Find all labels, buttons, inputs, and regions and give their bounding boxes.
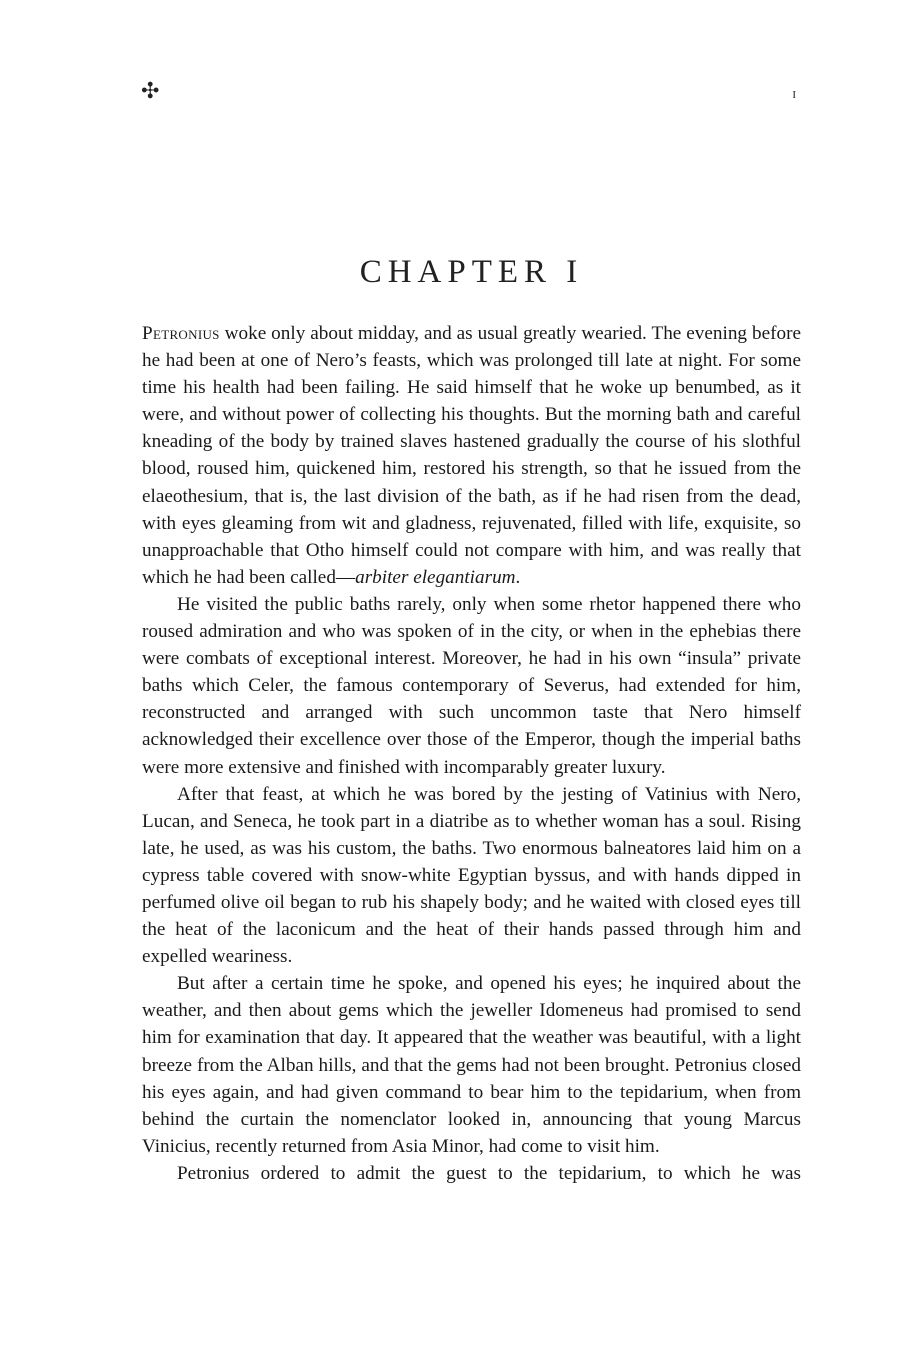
chapter-title: CHAPTER I xyxy=(359,254,584,290)
italic-phrase: arbiter elegantiarum xyxy=(355,566,516,588)
paragraph-1: Petronius woke only about midday, and as usual greatly wearied. The evening before he had been at one of Nero’s feasts, which was prolonged till late at night. For some time his health had been failing. He said himself that he woke up benumbed, as it were, and without power of collecting his thoughts. But the morning bath and careful kneading of the body by trained slaves hastened gradually the course of his slothful blood, roused him, quickened him, restored his strength, so that he issued from the elaeothesium, that is, the last division of the bath, as if he had risen from the dead, with eyes gleaming from wit and gladness, rejuvenated, filled with life, exquisite, so unapproachable that Otho himself could not compare with him, and was really that which he had been called—arbiter elegantiarum. xyxy=(142,323,801,588)
paragraph-2: He visited the public baths rarely, only when some rhetor happened there who roused admiration and who was spoken of in the city, or when in the ephebias there were combats of exceptional interest. Moreover, he had in his own “insula” private baths which Celer, the famous contemporary of Severus, had extended for him, reconstructed and arranged with such uncommon taste that Nero himself acknowledged their excellence over those of the Emperor, though the imperial baths were more extensive and finished with incomparably greater luxury. xyxy=(142,593,801,778)
paragraph-4: But after a certain time he spoke, and opened his eyes; he inquired about the weather, and then about gems which the jeweller Idomeneus had promised to send him for examination that day. It appeared that the weather was beautiful, with a light breeze from the Alban hills, and that the gems had not been brought. Petronius closed his eyes again, and had given command to bear him to the tepidarium, when from behind the curtain the nomenclator looked in, announcing that young Marcus Vinicius, recently returned from Asia Minor, had come to visit him. xyxy=(142,973,801,1157)
paragraph-1-text: woke only about midday, and as usual greatly wearied. The evening before he had been at one of Nero’s feasts, which was prolonged till late at night. For some time his health had been failing. He said himself that he woke up benumbed, as it were, and without power of collecting his thoughts. But the morning bath and careful kneading of the body by trained slaves hastened gradually the course of his slothful blood, roused him, quickened him, restored his strength, so that he issued from the elaeothesium, that is, the last division of the bath, as if he had risen from the dead, with eyes gleaming from wit and gladness, rejuvenated, filled with life, exquisite, so unapproachable that Otho himself could not compare with him, and was really that which he had been called— xyxy=(142,323,801,588)
lead-word: Petronius xyxy=(142,323,220,344)
body-text xyxy=(142,320,801,1187)
page-number: i xyxy=(792,85,797,102)
ornament-icon: ✣ xyxy=(141,78,160,103)
paragraph-3: After that feast, at which he was bored by the jesting of Vatinius with Nero, Lucan, and Seneca, he took part in a diatribe as to whether woman has a soul. Rising late, he used, as was his custom, the baths. Two enormous balneatores laid him on a cypress table covered with snow-white Egyptian byssus, and with hands dipped in perfumed olive oil began to rub his shapely body; and he waited with closed eyes till the heat of the laconicum and the heat of their hands passed through him and expelled weariness. xyxy=(142,783,801,968)
paragraph-5: Petronius ordered to admit the guest to the tepidarium, to which he was xyxy=(177,1162,801,1184)
